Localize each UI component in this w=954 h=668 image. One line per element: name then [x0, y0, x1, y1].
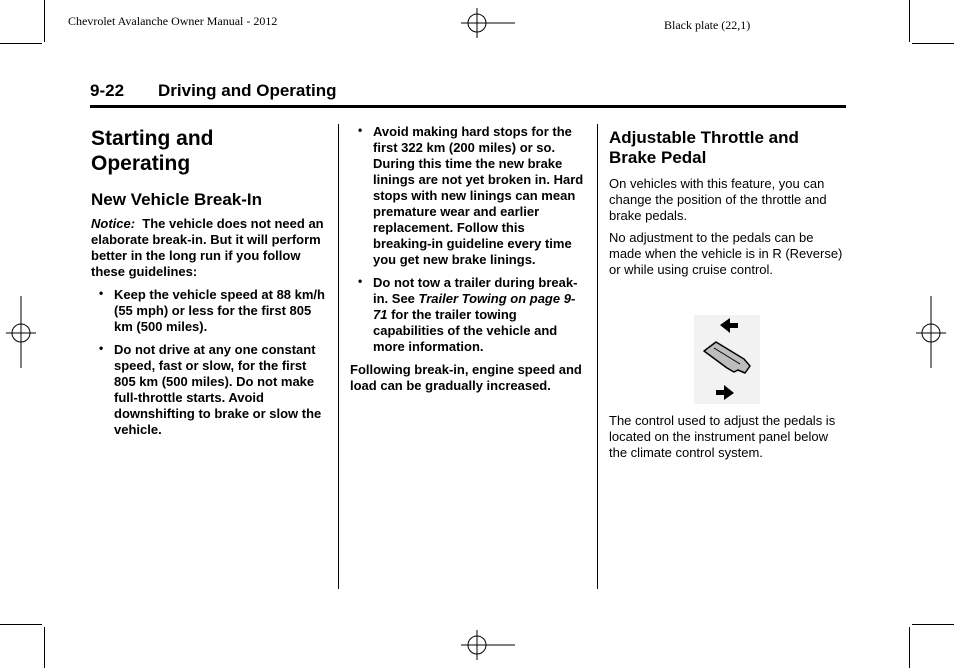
crop-mark-top-right-v [909, 0, 910, 42]
list-item [91, 287, 327, 335]
crop-mark-bottom-left-v [44, 627, 45, 668]
subheading-break-in: New Vehicle Break-In [91, 190, 263, 209]
list-item-text-post: for the trailer towing capabilities of the vehicle and more information. [373, 307, 558, 354]
subheading-adjustable-pedal: Adjustable Throttle and Brake Pedal [609, 128, 799, 167]
pedal-paragraph-1: On vehicles with this feature, you can change the position of the throttle and brake pedals. [609, 176, 827, 223]
trailer-towing-link[interactable]: Trailer Towing on page 9-71 [373, 291, 576, 322]
plate-label: Black plate (22,1) [664, 18, 751, 32]
column-divider-1 [338, 124, 339, 589]
registration-mark-right-icon [916, 296, 946, 368]
pedal-paragraph-3: The control used to adjust the pedals is located on the instrument panel below the climate control system. [609, 413, 836, 460]
registration-mark-top-icon [461, 8, 515, 38]
section-title: Driving and Operating [158, 81, 337, 100]
list-item-text-pre: Do not tow a trailer during break-in. See [373, 275, 578, 306]
column-3 [609, 128, 846, 278]
manual-title: Chevrolet Avalanche Owner Manual - 2012 [68, 14, 278, 28]
list-item [91, 342, 327, 438]
adjustable-pedal-switch-icon [694, 315, 760, 404]
list-item-text: Keep the vehicle speed at 88 km/h (55 mph) or less for the first 805 km (500 miles). [114, 287, 325, 334]
column-3-lower [609, 413, 846, 461]
list-item [350, 124, 584, 268]
column-divider-2 [597, 124, 598, 589]
break-in-bullet-list [91, 287, 327, 438]
pedal-switch-illustration [694, 315, 760, 404]
list-item-text: Do not drive at any one constant speed, fast or slow, for the first 805 km (500 miles). Do not make full-throttle starts. Avoid downshifting to brake or slow the vehicle. [114, 342, 322, 437]
bullet-icon: • [358, 274, 363, 288]
page-title: Starting and Operating [91, 127, 214, 175]
crop-mark-bottom-left-h [0, 624, 42, 625]
break-in-bullet-list-continued [350, 124, 584, 355]
list-item [350, 275, 584, 355]
registration-mark-left-icon [6, 296, 36, 368]
bullet-icon: • [99, 341, 104, 355]
crop-mark-top-right-h [912, 43, 954, 44]
column-2 [350, 124, 584, 394]
page-number: 9-22 [90, 81, 125, 100]
bullet-icon: • [99, 286, 104, 300]
crop-mark-top-left-h [0, 43, 42, 44]
section-header [90, 79, 846, 108]
crop-mark-top-left-v [44, 0, 45, 42]
notice-text: The vehicle does not need an elaborate break-in. But it will perform better in the long run if you follow these guidelines: [91, 216, 324, 279]
list-item-text: Avoid making hard stops for the first 322 km (200 miles) or so. During this time the new brake linings are not yet broken in. Hard stops with new linings can mean premature wear and earlier replacement. Follow this breaking-in guideline every time you get new brake linings. [373, 124, 584, 267]
closing-paragraph: Following break-in, engine speed and load can be gradually increased. [350, 362, 582, 393]
pedal-paragraph-2: No adjustment to the pedals can be made when the vehicle is in R (Reverse) or while using cruise control. [609, 230, 843, 277]
column-1 [91, 126, 327, 438]
notice-label: Notice: [91, 216, 136, 231]
crop-mark-bottom-right-h [912, 624, 954, 625]
registration-mark-bottom-icon [461, 630, 515, 660]
notice-paragraph [91, 216, 327, 280]
crop-mark-bottom-right-v [909, 627, 910, 668]
bullet-icon: • [358, 123, 363, 137]
